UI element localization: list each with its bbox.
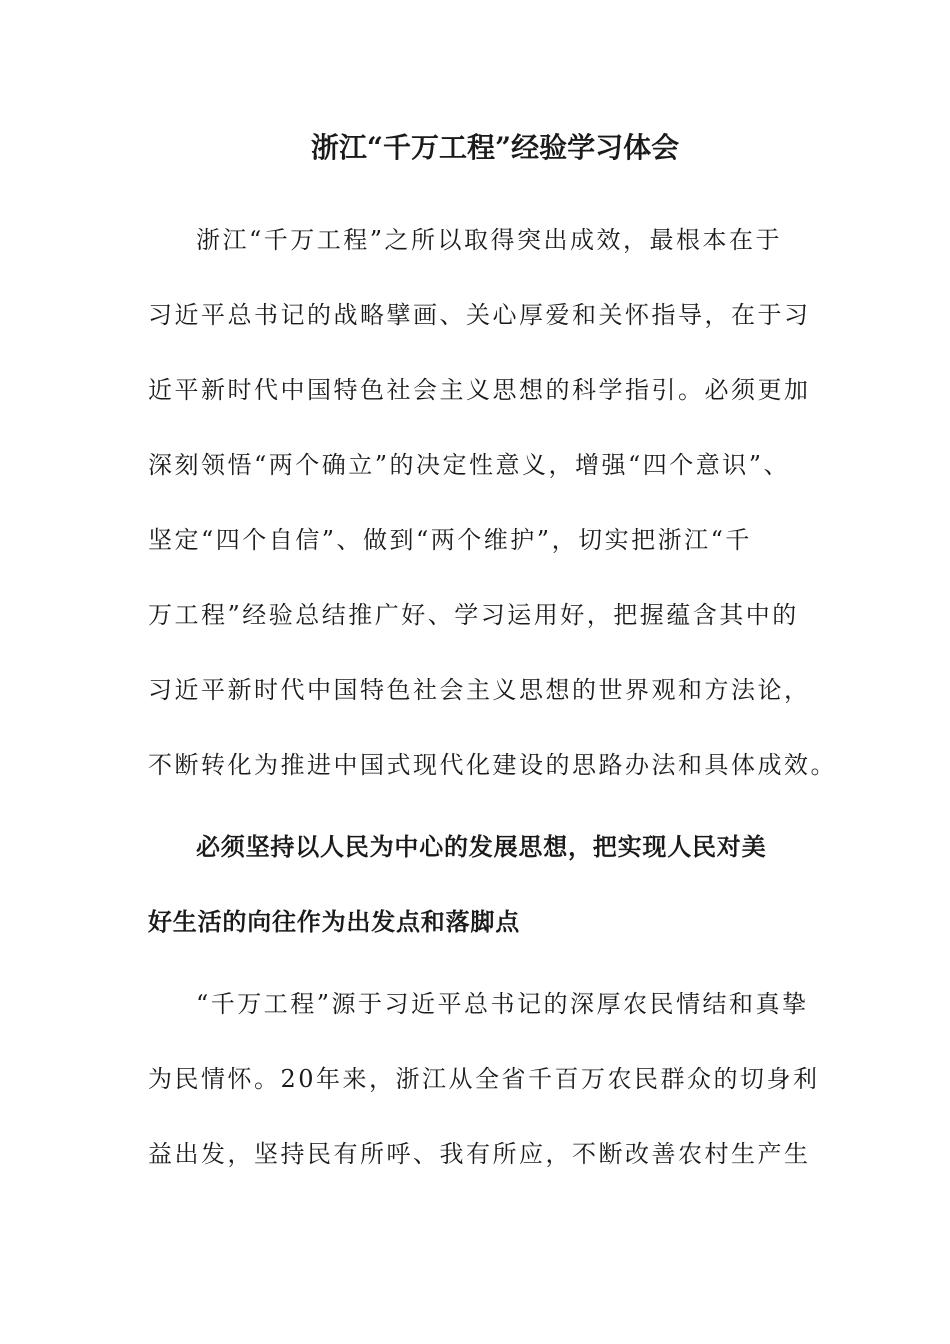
paragraph-line: 万工程”经验总结推广好、学习运用好，把握蕴含其中的 <box>148 601 799 629</box>
paragraph-line: 益出发，坚持民有所呼、我有所应，不断改善农村生产生 <box>148 1140 811 1168</box>
section-heading-line: 好生活的向往作为出发点和落脚点 <box>148 908 520 936</box>
paragraph-line: 深刻领悟“两个确立”的决定性意义，增强“四个意识”、 <box>148 451 791 479</box>
paragraph-line: 习近平新时代中国特色社会主义思想的世界观和方法论， <box>148 676 811 704</box>
section-heading-line: 必须坚持以人民为中心的发展思想，把实现人民对美 <box>196 833 767 861</box>
paragraph-line: 为民情怀。20年来，浙江从全省千百万农民群众的切身利 <box>148 1065 820 1093</box>
paragraph-line: “千万工程”源于习近平总书记的深厚农民情结和真挚 <box>196 990 809 1018</box>
paragraph-line: 不断转化为推进中国式现代化建设的思路办法和具体成效。 <box>148 751 837 779</box>
paragraph-line: 浙江“千万工程”之所以取得突出成效，最根本在于 <box>196 226 783 254</box>
paragraph-line: 近平新时代中国特色社会主义思想的科学指引。必须更加 <box>148 376 811 404</box>
paragraph-line: 坚定“四个自信”、做到“两个维护”，切实把浙江“千 <box>148 526 752 554</box>
document-title: 浙江“千万工程”经验学习体会 <box>310 131 680 164</box>
paragraph-line: 习近平总书记的战略擘画、关心厚爱和关怀指导，在于习 <box>148 301 811 329</box>
